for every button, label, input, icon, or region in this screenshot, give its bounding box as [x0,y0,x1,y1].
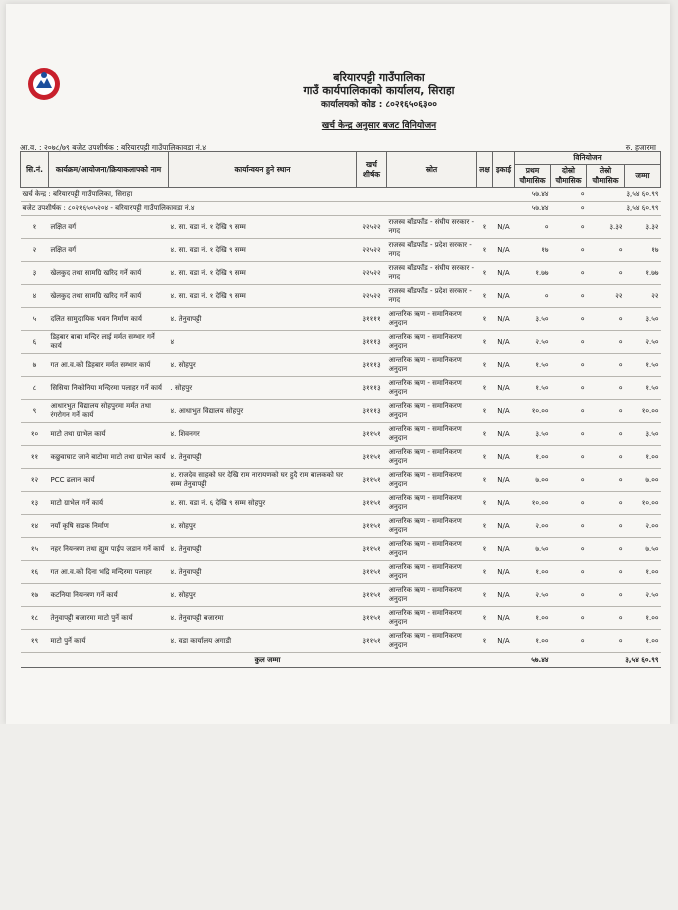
row-first-q: १.०० [515,607,551,630]
row-source: आन्तरिक ऋण - समानिकरण अनुदान [387,400,477,423]
grand-total-row [21,653,661,668]
row-unit: N/A [493,354,515,377]
table-row [21,377,661,400]
row-location: ४. सा. वडा नं. १ देखि ९ सम्म [169,285,357,308]
row-first-q: ७.५० [515,538,551,561]
row-program: नहर नियन्त्रण तथा ह्युम पाईप जडान गर्ने कार्य [49,538,169,561]
table-row [21,561,661,584]
row-first-q: १०.०० [515,492,551,515]
row-unit: N/A [493,308,515,331]
row-first-q: १.०० [515,561,551,584]
row-location: ४. सोहपुर [169,584,357,607]
row-second-q: ० [551,538,587,561]
row-total: १.५० [625,377,661,400]
row-total: २२ [625,285,661,308]
fiscal-line: आ.व. : २०७८/७९ बजेट उपशीर्षक : बरियारपट्टी गाउँपालिकावडा नं.४ [20,143,207,152]
row-sn: १९ [21,630,49,653]
row-first-q: २.०० [515,515,551,538]
office-subtitle: गाउँ कार्यपालिकाको कार्यालय, सिराहा [303,84,455,97]
row-third-q: ० [587,538,625,561]
row-third-q: ० [587,492,625,515]
row-total: १.०० [625,446,661,469]
report-title: खर्च केन्द्र अनुसार बजट विनियोजन [321,121,437,131]
table-row [21,630,661,653]
row-unit: N/A [493,262,515,285]
row-second-q: ० [551,400,587,423]
row-third-q: ३.३२ [587,216,625,239]
row-source: आन्तरिक ऋण - समानिकरण अनुदान [387,561,477,584]
expense-center-first-q: ५७.४४ [515,188,551,202]
row-expense-head: ३११५१ [357,584,387,607]
row-unit: N/A [493,331,515,354]
row-unit: N/A [493,446,515,469]
row-expense-head: ३१११३ [357,331,387,354]
row-program: माटो पुर्ने कार्य [49,630,169,653]
row-second-q: ० [551,630,587,653]
row-third-q: ० [587,400,625,423]
row-source: आन्तरिक ऋण - समानिकरण अनुदान [387,607,477,630]
row-location: ४. सा. वडा नं. १ देखि ९ सम्म [169,262,357,285]
col-second-q: दोस्रो चौमासिक [551,165,587,188]
table-row [21,607,661,630]
row-third-q: ० [587,561,625,584]
row-third-q: ० [587,630,625,653]
row-expense-head: ३११५१ [357,607,387,630]
row-source: आन्तरिक ऋण - समानिकरण अनुदान [387,354,477,377]
grand-total-label: कुल जम्मा [21,653,515,668]
row-expense-head: ३११११ [357,308,387,331]
row-sn: २ [21,239,49,262]
row-first-q: १०.०० [515,400,551,423]
row-target: १ [477,377,493,400]
row-sn: १४ [21,515,49,538]
col-allocation: विनियोजन [515,152,661,165]
row-sn: १ [21,216,49,239]
row-expense-head: ३११५१ [357,469,387,492]
row-first-q: ७.०० [515,469,551,492]
row-third-q: २२ [587,285,625,308]
row-total: ७.५० [625,538,661,561]
row-source: आन्तरिक ऋण - समानिकरण अनुदान [387,469,477,492]
row-total: १७ [625,239,661,262]
budget-subhead-total: ३,५४ ६०.९९ [587,202,661,216]
row-source: आन्तरिक ऋण - समानिकरण अनुदान [387,308,477,331]
table-footer [21,653,661,668]
row-third-q: ० [587,377,625,400]
background-surface [0,724,678,910]
row-unit: N/A [493,584,515,607]
table-header [21,152,661,188]
row-source: आन्तरिक ऋण - समानिकरण अनुदान [387,377,477,400]
row-program: तेनुवापट्टी बजारमा माटो पुर्ने कार्य [49,607,169,630]
row-unit: N/A [493,492,515,515]
row-first-q: १.७७ [515,262,551,285]
row-target: १ [477,584,493,607]
row-second-q: ० [551,446,587,469]
row-third-q: ० [587,446,625,469]
row-source: राजस्व बाँडफाँड - संघीय सरकार - नगद [387,262,477,285]
row-source: आन्तरिक ऋण - समानिकरण अनुदान [387,630,477,653]
row-third-q: ० [587,607,625,630]
grand-total-first-q: ५७.४४ [515,653,551,668]
row-third-q: ० [587,469,625,492]
row-second-q: ० [551,308,587,331]
row-target: १ [477,331,493,354]
row-total: १.५० [625,354,661,377]
row-sn: ३ [21,262,49,285]
row-source: राजस्व बाँडफाँड - प्रदेश सरकार - नगद [387,285,477,308]
row-second-q: ० [551,285,587,308]
row-program: कटनिया नियन्त्रण गर्ने कार्य [49,584,169,607]
row-unit: N/A [493,469,515,492]
row-expense-head: ३११५१ [357,515,387,538]
row-first-q: १.५० [515,354,551,377]
row-target: १ [477,262,493,285]
row-total: ३.५० [625,423,661,446]
grand-total-total: ३,५४ ६०.९९ [587,653,661,668]
row-source: आन्तरिक ऋण - समानिकरण अनुदान [387,584,477,607]
row-second-q: ० [551,239,587,262]
expense-center-label: खर्च केन्द्र : बरियारपट्टी गाउँपालिका, सिराहा [21,188,515,202]
table-row [21,469,661,492]
row-first-q: १.५० [515,377,551,400]
row-source: राजस्व बाँडफाँड - प्रदेश सरकार - नगद [387,239,477,262]
row-source: राजस्व बाँडफाँड - संघीय सरकार - नगद [387,216,477,239]
table-row [21,400,661,423]
table-row [21,423,661,446]
col-expense-head: खर्च शीर्षक [357,152,387,188]
row-second-q: ० [551,354,587,377]
col-location: कार्यान्वयन हुने स्थान [169,152,357,188]
row-unit: N/A [493,377,515,400]
row-expense-head: ३११५१ [357,630,387,653]
row-target: १ [477,469,493,492]
row-program: लक्षित वर्ग [49,239,169,262]
table-row [21,262,661,285]
row-total: १.०० [625,561,661,584]
budget-table [20,151,661,668]
row-target: १ [477,446,493,469]
row-third-q: ० [587,423,625,446]
row-sn: १० [21,423,49,446]
row-location: ४. वडा कार्यालय अगाडी [169,630,357,653]
row-program: डिहबार बाबा मन्दिर लाई मर्मत सम्भार गर्ने कार्य [49,331,169,354]
expense-center-second-q: ० [551,188,587,202]
row-third-q: ० [587,308,625,331]
row-second-q: ० [551,469,587,492]
row-target: १ [477,492,493,515]
row-program: PCC ढलान कार्य [49,469,169,492]
row-source: आन्तरिक ऋण - समानिकरण अनुदान [387,492,477,515]
row-second-q: ० [551,262,587,285]
table-row [21,308,661,331]
row-total: २.५० [625,584,661,607]
row-unit: N/A [493,607,515,630]
row-total: १.०० [625,607,661,630]
row-third-q: ० [587,584,625,607]
row-first-q: ० [515,216,551,239]
table-row [21,354,661,377]
row-first-q: ३.५० [515,308,551,331]
row-target: १ [477,515,493,538]
row-expense-head: ३११५१ [357,492,387,515]
row-location: ४. राजदेव साहको घर देखि राम नारायणको घर हुदै राम बालकको घर सम्म तेनुवापट्टी [169,469,357,492]
row-expense-head: ३११५१ [357,446,387,469]
row-total: १.७७ [625,262,661,285]
row-source: आन्तरिक ऋण - समानिकरण अनुदान [387,538,477,561]
row-third-q: ० [587,262,625,285]
row-total: १.०० [625,630,661,653]
col-total: जम्मा [625,165,661,188]
row-unit: N/A [493,515,515,538]
table-row [21,331,661,354]
row-location: ४. तेनुवापट्टी [169,446,357,469]
row-location: ४ [169,331,357,354]
row-location: . सोहपुर [169,377,357,400]
row-location: ४. सा. वडा नं. ६ देखि ९ सम्म सोहपुर [169,492,357,515]
row-target: १ [477,216,493,239]
currency-unit: रु. हजारमा [625,143,656,152]
row-location: ४. सोहपुर [169,515,357,538]
row-program: माटो तथा ग्राभेल कार्य [49,423,169,446]
row-first-q: १.०० [515,446,551,469]
row-sn: १५ [21,538,49,561]
row-third-q: ० [587,331,625,354]
row-source: आन्तरिक ऋण - समानिकरण अनुदान [387,331,477,354]
row-target: १ [477,607,493,630]
row-second-q: ० [551,584,587,607]
col-first-q: प्रथम चौमासिक [515,165,551,188]
row-program: कछुवाघाट जाने बाटोमा माटो तथा ग्राभेल कार्य [49,446,169,469]
row-unit: N/A [493,239,515,262]
row-sn: १८ [21,607,49,630]
col-program: कार्यक्रम/आयोजना/क्रियाकलापको नाम [49,152,169,188]
row-second-q: ० [551,561,587,584]
row-expense-head: २२५२२ [357,216,387,239]
row-location: ४. सोहपुर [169,354,357,377]
row-expense-head: ३११५१ [357,423,387,446]
row-first-q: १.०० [515,630,551,653]
row-program: माटो ग्राभेल गर्ने कार्य [49,492,169,515]
row-total: २.५० [625,331,661,354]
row-total: २.०० [625,515,661,538]
row-total: १०.०० [625,400,661,423]
row-expense-head: ३१११३ [357,377,387,400]
row-program: लक्षित वर्ग [49,216,169,239]
row-program: आधारभुत विद्यालय सोहपुरमा मर्मत तथा रंगरोगन गर्ने कार्य [49,400,169,423]
row-source: आन्तरिक ऋण - समानिकरण अनुदान [387,515,477,538]
row-program: नयाँ कृषि सडक निर्माण [49,515,169,538]
row-first-q: ३.५० [515,423,551,446]
row-expense-head: ३११५१ [357,538,387,561]
row-program: खेलकुद तथा सामग्रि खरिद गर्ने कार्य [49,285,169,308]
row-program: खेलकुद तथा सामग्रि खरिद गर्ने कार्य [49,262,169,285]
row-program: गत आ.व.को दिना भद्रि मन्दिरमा पलाहर [49,561,169,584]
row-third-q: ० [587,354,625,377]
row-third-q: ० [587,239,625,262]
row-sn: ९ [21,400,49,423]
table-row [21,285,661,308]
row-source: आन्तरिक ऋण - समानिकरण अनुदान [387,423,477,446]
row-second-q: ० [551,331,587,354]
row-expense-head: २२५२२ [357,239,387,262]
row-total: ३.३२ [625,216,661,239]
row-first-q: ० [515,285,551,308]
expense-center-total: ३,५४ ६०.९९ [587,188,661,202]
col-source: स्रोत [387,152,477,188]
row-sn: ६ [21,331,49,354]
row-second-q: ० [551,423,587,446]
row-second-q: ० [551,515,587,538]
budget-subhead-second-q: ० [551,202,587,216]
row-sn: ७ [21,354,49,377]
row-first-q: २.५० [515,584,551,607]
row-location: ४. तेनुवापट्टी [169,538,357,561]
col-target: लक्ष [477,152,493,188]
row-unit: N/A [493,400,515,423]
row-sn: ४ [21,285,49,308]
row-unit: N/A [493,538,515,561]
row-location: ४. तेनुवापट्टी बजारमा [169,607,357,630]
budget-subhead-row [21,202,661,216]
row-unit: N/A [493,285,515,308]
row-total: ३.५० [625,308,661,331]
row-target: १ [477,400,493,423]
row-target: १ [477,308,493,331]
table-row [21,492,661,515]
col-unit: इकाई [493,152,515,188]
row-sn: १७ [21,584,49,607]
row-second-q: ० [551,492,587,515]
row-target: १ [477,423,493,446]
row-second-q: ० [551,216,587,239]
row-first-q: २.५० [515,331,551,354]
table-row [21,584,661,607]
row-total: ७.०० [625,469,661,492]
row-second-q: ० [551,607,587,630]
row-source: आन्तरिक ऋण - समानिकरण अनुदान [387,446,477,469]
row-expense-head: २२५२२ [357,285,387,308]
row-expense-head: २२५२२ [357,262,387,285]
table-row [21,538,661,561]
row-sn: १६ [21,561,49,584]
row-program: गत आ.व.को डिहबार मर्मत सम्भार कार्य [49,354,169,377]
expense-center-row [21,188,661,202]
row-target: १ [477,561,493,584]
row-target: १ [477,630,493,653]
table-row [21,239,661,262]
row-expense-head: ३१११३ [357,354,387,377]
row-unit: N/A [493,423,515,446]
row-program: सिसिया निकोनिया मन्दिरमा पलाहर गर्ने कार्य [49,377,169,400]
table-row [21,216,661,239]
office-title: बरियारपट्टी गाउँपालिका [333,71,425,84]
row-location: ४. तेनुवापट्टी [169,308,357,331]
row-total: १०.०० [625,492,661,515]
row-expense-head: ३११५१ [357,561,387,584]
table-row [21,446,661,469]
table-row [21,515,661,538]
row-sn: ५ [21,308,49,331]
row-target: १ [477,239,493,262]
office-code: कार्यालयको कोड : ८०२१६५०६३०० [321,100,437,110]
row-second-q: ० [551,377,587,400]
row-sn: ११ [21,446,49,469]
row-third-q: ० [587,515,625,538]
row-first-q: १७ [515,239,551,262]
row-location: ४. आधाभुत विद्यालय सोहपुर [169,400,357,423]
row-sn: १३ [21,492,49,515]
row-expense-head: ३१११३ [357,400,387,423]
row-unit: N/A [493,630,515,653]
budget-subhead-label: बजेट उपशीर्षक : ८०२१६५०५२०४ - बरियारपट्टी गाउँपालिकावडा नं.४ [21,202,515,216]
col-sn: सि.नं. [21,152,49,188]
row-unit: N/A [493,216,515,239]
row-program: दलित सामुदायिक भवन निर्माण कार्य [49,308,169,331]
row-unit: N/A [493,561,515,584]
col-third-q: तेस्रो चौमासिक [587,165,625,188]
row-sn: १२ [21,469,49,492]
table-body [21,188,661,653]
row-sn: ८ [21,377,49,400]
row-target: १ [477,354,493,377]
row-location: ४. शिवनगर [169,423,357,446]
row-target: १ [477,538,493,561]
row-location: ४. सा. वडा नं. १ देखि ९ सम्म [169,216,357,239]
row-target: १ [477,285,493,308]
row-location: ४. सा. वडा नं. १ देखि ९ सम्म [169,239,357,262]
budget-subhead-first-q: ५७.४४ [515,202,551,216]
row-location: ४. तेनुवापट्टी [169,561,357,584]
